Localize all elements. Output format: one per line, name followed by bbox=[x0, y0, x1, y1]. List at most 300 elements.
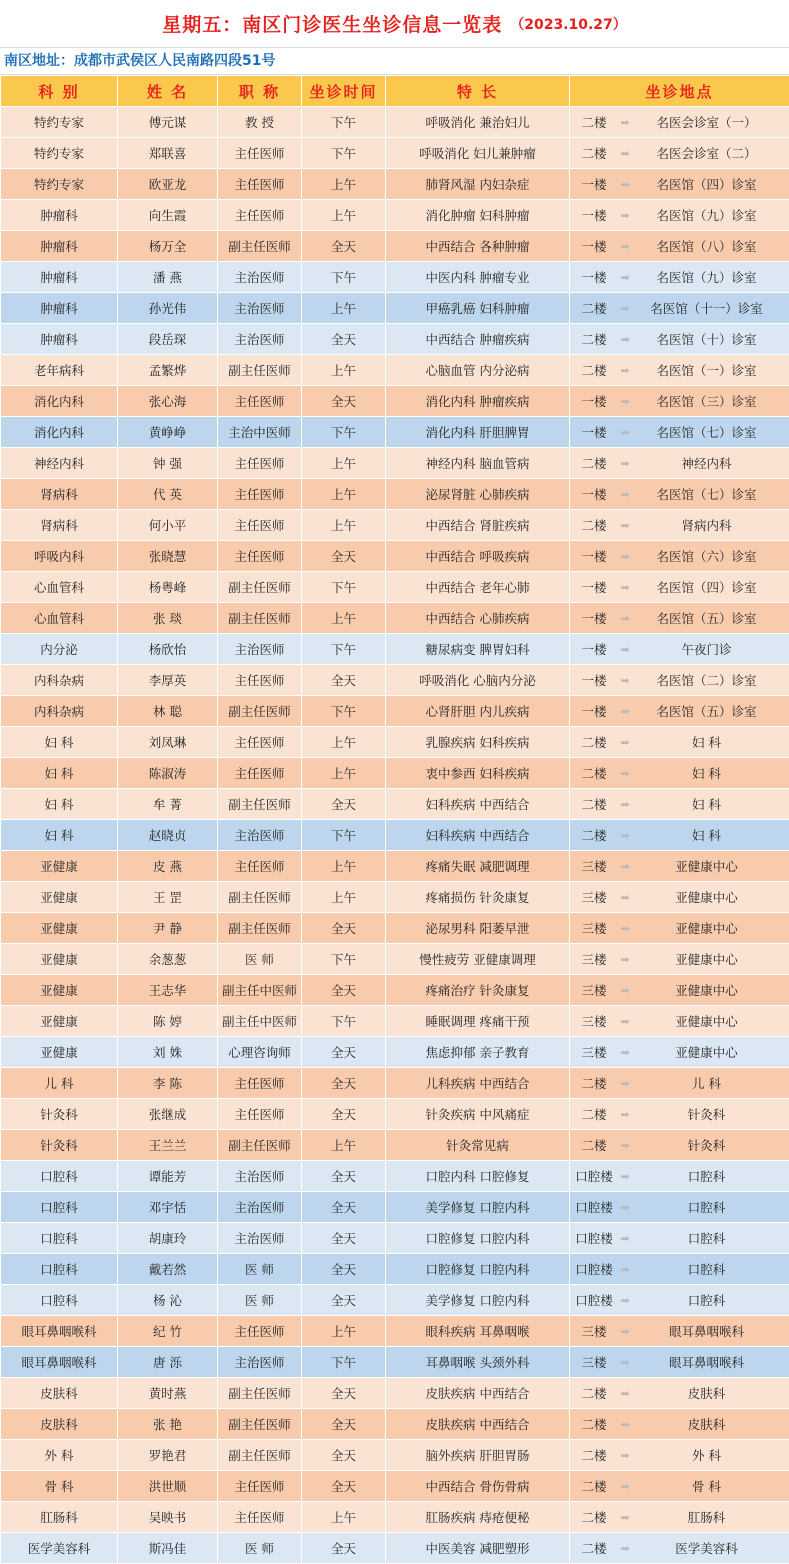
location-cell bbox=[570, 1254, 789, 1285]
room-label: 名医馆（一）诊室 bbox=[632, 361, 789, 379]
arrow-right-icon: ➡ bbox=[618, 1387, 632, 1400]
time-cell: 全天 bbox=[302, 231, 386, 262]
arrow-right-icon: ➡ bbox=[618, 1542, 632, 1555]
location-cell bbox=[570, 1006, 789, 1037]
specialty-cell: 皮肤疾病 中西结合 bbox=[386, 1378, 570, 1409]
time-cell: 下午 bbox=[302, 107, 386, 138]
name-cell: 林 聪 bbox=[118, 696, 218, 727]
title-cell: 副主任中医师 bbox=[218, 1006, 302, 1037]
time-cell: 上午 bbox=[302, 727, 386, 758]
dept-cell: 眼耳鼻咽喉科 bbox=[1, 1347, 118, 1378]
title-cell: 医 师 bbox=[218, 944, 302, 975]
floor-label: 一楼 bbox=[570, 578, 618, 596]
name-cell: 陈 婷 bbox=[118, 1006, 218, 1037]
title-cell: 主治医师 bbox=[218, 293, 302, 324]
arrow-right-icon: ➡ bbox=[618, 798, 632, 811]
dept-cell: 亚健康 bbox=[1, 1006, 118, 1037]
title-cell: 副主任医师 bbox=[218, 1409, 302, 1440]
name-cell: 王兰兰 bbox=[118, 1130, 218, 1161]
dept-cell: 眼耳鼻咽喉科 bbox=[1, 1316, 118, 1347]
location-cell bbox=[570, 1068, 789, 1099]
room-label: 名医馆（九）诊室 bbox=[632, 268, 789, 286]
time-cell: 全天 bbox=[302, 1533, 386, 1564]
room-label: 骨 科 bbox=[632, 1477, 789, 1495]
title-cell: 副主任医师 bbox=[218, 882, 302, 913]
table-row bbox=[1, 1285, 789, 1316]
title-cell: 主任医师 bbox=[218, 1316, 302, 1347]
name-cell: 杨欣怡 bbox=[118, 634, 218, 665]
table-row bbox=[1, 417, 789, 448]
floor-label: 三楼 bbox=[570, 1353, 618, 1371]
address-line: 南区地址：成都市武侯区人民南路四段51号 bbox=[0, 47, 789, 75]
room-label: 神经内科 bbox=[632, 454, 789, 472]
specialty-cell: 中西结合 骨伤骨病 bbox=[386, 1471, 570, 1502]
time-cell: 全天 bbox=[302, 789, 386, 820]
room-label: 外 科 bbox=[632, 1446, 789, 1464]
room-label: 午夜门诊 bbox=[632, 640, 789, 658]
floor-label: 一楼 bbox=[570, 423, 618, 441]
location-cell bbox=[570, 634, 789, 665]
table-row bbox=[1, 1347, 789, 1378]
location-cell bbox=[570, 324, 789, 355]
specialty-cell: 皮肤疾病 中西结合 bbox=[386, 1409, 570, 1440]
dept-cell: 骨 科 bbox=[1, 1471, 118, 1502]
room-label: 名医馆（六）诊室 bbox=[632, 547, 789, 565]
table-row bbox=[1, 1533, 789, 1564]
time-cell: 上午 bbox=[302, 479, 386, 510]
arrow-right-icon: ➡ bbox=[618, 1449, 632, 1462]
dept-cell: 针灸科 bbox=[1, 1099, 118, 1130]
name-cell: 刘 姝 bbox=[118, 1037, 218, 1068]
time-cell: 上午 bbox=[302, 851, 386, 882]
floor-label: 一楼 bbox=[570, 392, 618, 410]
dept-cell: 亚健康 bbox=[1, 1037, 118, 1068]
name-cell: 潘 燕 bbox=[118, 262, 218, 293]
name-cell: 王志华 bbox=[118, 975, 218, 1006]
specialty-cell: 糖尿病变 脾胃妇科 bbox=[386, 634, 570, 665]
time-cell: 全天 bbox=[302, 386, 386, 417]
specialty-cell: 肛肠疾病 痔疮便秘 bbox=[386, 1502, 570, 1533]
location-cell bbox=[570, 1192, 789, 1223]
title-cell: 主任医师 bbox=[218, 169, 302, 200]
title-cell: 主任医师 bbox=[218, 1471, 302, 1502]
title-cell: 主任医师 bbox=[218, 200, 302, 231]
arrow-right-icon: ➡ bbox=[618, 767, 632, 780]
time-cell: 上午 bbox=[302, 1502, 386, 1533]
table-row bbox=[1, 1409, 789, 1440]
room-label: 名医馆（四）诊室 bbox=[632, 578, 789, 596]
floor-label: 二楼 bbox=[570, 826, 618, 844]
specialty-cell: 妇科疾病 中西结合 bbox=[386, 789, 570, 820]
room-label: 针灸科 bbox=[632, 1136, 789, 1154]
specialty-cell: 焦虑抑郁 亲子教育 bbox=[386, 1037, 570, 1068]
dept-cell: 口腔科 bbox=[1, 1223, 118, 1254]
time-cell: 全天 bbox=[302, 324, 386, 355]
specialty-cell: 消化内科 肝胆脾胃 bbox=[386, 417, 570, 448]
arrow-right-icon: ➡ bbox=[618, 333, 632, 346]
floor-label: 二楼 bbox=[570, 144, 618, 162]
floor-label: 一楼 bbox=[570, 206, 618, 224]
arrow-right-icon: ➡ bbox=[618, 147, 632, 160]
floor-label: 二楼 bbox=[570, 1539, 618, 1557]
title-cell: 主任医师 bbox=[218, 1068, 302, 1099]
name-cell: 何小平 bbox=[118, 510, 218, 541]
dept-cell: 亚健康 bbox=[1, 975, 118, 1006]
arrow-right-icon: ➡ bbox=[618, 1015, 632, 1028]
title-cell: 主任医师 bbox=[218, 138, 302, 169]
location-cell bbox=[570, 355, 789, 386]
location-cell bbox=[570, 417, 789, 448]
location-cell bbox=[570, 1099, 789, 1130]
time-cell: 全天 bbox=[302, 1378, 386, 1409]
room-label: 医学美容科 bbox=[632, 1539, 789, 1557]
time-cell: 全天 bbox=[302, 1068, 386, 1099]
name-cell: 刘凤琳 bbox=[118, 727, 218, 758]
dept-cell: 亚健康 bbox=[1, 913, 118, 944]
title-cell: 主任医师 bbox=[218, 510, 302, 541]
location-cell bbox=[570, 386, 789, 417]
floor-label: 二楼 bbox=[570, 1074, 618, 1092]
arrow-right-icon: ➡ bbox=[618, 953, 632, 966]
floor-label: 二楼 bbox=[570, 330, 618, 348]
specialty-cell: 中西结合 肾脏疾病 bbox=[386, 510, 570, 541]
table-row bbox=[1, 572, 789, 603]
table-row bbox=[1, 789, 789, 820]
table-row bbox=[1, 231, 789, 262]
time-cell: 上午 bbox=[302, 448, 386, 479]
table-row bbox=[1, 479, 789, 510]
name-cell: 牟 菁 bbox=[118, 789, 218, 820]
title-cell: 主治医师 bbox=[218, 262, 302, 293]
specialty-cell: 呼吸消化 妇儿兼肿瘤 bbox=[386, 138, 570, 169]
location-cell bbox=[570, 820, 789, 851]
specialty-cell: 肺肾风湿 内妇杂症 bbox=[386, 169, 570, 200]
location-cell bbox=[570, 1471, 789, 1502]
title-date: （2023.10.27） bbox=[510, 14, 627, 34]
arrow-right-icon: ➡ bbox=[618, 922, 632, 935]
arrow-right-icon: ➡ bbox=[618, 829, 632, 842]
arrow-right-icon: ➡ bbox=[618, 395, 632, 408]
arrow-right-icon: ➡ bbox=[618, 1263, 632, 1276]
table-row bbox=[1, 634, 789, 665]
location-cell bbox=[570, 1316, 789, 1347]
location-cell bbox=[570, 479, 789, 510]
name-cell: 余葱葱 bbox=[118, 944, 218, 975]
title-cell: 副主任医师 bbox=[218, 913, 302, 944]
time-cell: 下午 bbox=[302, 820, 386, 851]
title-cell: 副主任医师 bbox=[218, 1378, 302, 1409]
specialty-cell: 泌尿肾脏 心肺疾病 bbox=[386, 479, 570, 510]
table-row bbox=[1, 665, 789, 696]
title-cell: 副主任医师 bbox=[218, 572, 302, 603]
time-cell: 全天 bbox=[302, 1471, 386, 1502]
arrow-right-icon: ➡ bbox=[618, 1418, 632, 1431]
floor-label: 三楼 bbox=[570, 981, 618, 999]
room-label: 名医馆（九）诊室 bbox=[632, 206, 789, 224]
title-cell: 主治医师 bbox=[218, 820, 302, 851]
arrow-right-icon: ➡ bbox=[618, 643, 632, 656]
table-row bbox=[1, 696, 789, 727]
title-cell: 主任医师 bbox=[218, 727, 302, 758]
table-row bbox=[1, 727, 789, 758]
location-cell bbox=[570, 1502, 789, 1533]
specialty-cell: 中西结合 老年心肺 bbox=[386, 572, 570, 603]
specialty-cell: 甲癌乳癌 妇科肿瘤 bbox=[386, 293, 570, 324]
arrow-right-icon: ➡ bbox=[618, 1077, 632, 1090]
room-label: 名医馆（四）诊室 bbox=[632, 175, 789, 193]
floor-label: 二楼 bbox=[570, 1105, 618, 1123]
room-label: 名医馆（七）诊室 bbox=[632, 423, 789, 441]
name-cell: 孟繁烨 bbox=[118, 355, 218, 386]
dept-cell: 妇 科 bbox=[1, 727, 118, 758]
title-cell: 主任医师 bbox=[218, 541, 302, 572]
dept-cell: 妇 科 bbox=[1, 758, 118, 789]
room-label: 名医馆（三）诊室 bbox=[632, 392, 789, 410]
dept-cell: 针灸科 bbox=[1, 1130, 118, 1161]
location-cell bbox=[570, 1409, 789, 1440]
time-cell: 下午 bbox=[302, 1006, 386, 1037]
floor-label: 一楼 bbox=[570, 547, 618, 565]
time-cell: 全天 bbox=[302, 1192, 386, 1223]
title-cell: 主治医师 bbox=[218, 634, 302, 665]
specialty-cell: 美学修复 口腔内科 bbox=[386, 1285, 570, 1316]
table-row bbox=[1, 1161, 789, 1192]
specialty-cell: 针灸常见病 bbox=[386, 1130, 570, 1161]
time-cell: 下午 bbox=[302, 138, 386, 169]
floor-label: 一楼 bbox=[570, 268, 618, 286]
table-row bbox=[1, 1316, 789, 1347]
table-row bbox=[1, 200, 789, 231]
specialty-cell: 乳腺疾病 妇科疾病 bbox=[386, 727, 570, 758]
title-cell: 医 师 bbox=[218, 1254, 302, 1285]
specialty-cell: 消化内科 肿瘤疾病 bbox=[386, 386, 570, 417]
room-label: 亚健康中心 bbox=[632, 919, 789, 937]
dept-cell: 特约专家 bbox=[1, 107, 118, 138]
room-label: 妇 科 bbox=[632, 795, 789, 813]
specialty-cell: 消化肿瘤 妇科肿瘤 bbox=[386, 200, 570, 231]
table-row bbox=[1, 820, 789, 851]
dept-cell: 外 科 bbox=[1, 1440, 118, 1471]
location-cell bbox=[570, 851, 789, 882]
time-cell: 下午 bbox=[302, 262, 386, 293]
dept-cell: 老年病科 bbox=[1, 355, 118, 386]
title-cell: 副主任医师 bbox=[218, 603, 302, 634]
schedule-table bbox=[0, 75, 789, 1564]
table-row bbox=[1, 1440, 789, 1471]
arrow-right-icon: ➡ bbox=[618, 705, 632, 718]
floor-label: 口腔楼 bbox=[570, 1167, 618, 1185]
name-cell: 吴映书 bbox=[118, 1502, 218, 1533]
table-row bbox=[1, 1037, 789, 1068]
floor-label: 口腔楼 bbox=[570, 1198, 618, 1216]
room-label: 口腔科 bbox=[632, 1167, 789, 1185]
name-cell: 张 艳 bbox=[118, 1409, 218, 1440]
room-label: 口腔科 bbox=[632, 1198, 789, 1216]
title-cell: 主治医师 bbox=[218, 324, 302, 355]
table-row bbox=[1, 944, 789, 975]
room-label: 名医馆（五）诊室 bbox=[632, 609, 789, 627]
table-row bbox=[1, 975, 789, 1006]
location-cell bbox=[570, 944, 789, 975]
room-label: 眼耳鼻咽喉科 bbox=[632, 1353, 789, 1371]
floor-label: 二楼 bbox=[570, 1415, 618, 1433]
location-cell bbox=[570, 169, 789, 200]
dept-cell: 肛肠科 bbox=[1, 1502, 118, 1533]
header-specialty: 特 长 bbox=[386, 76, 570, 107]
floor-label: 三楼 bbox=[570, 950, 618, 968]
specialty-cell: 泌尿男科 阳萎早泄 bbox=[386, 913, 570, 944]
location-cell bbox=[570, 1440, 789, 1471]
dept-cell: 心血管科 bbox=[1, 572, 118, 603]
specialty-cell: 儿科疾病 中西结合 bbox=[386, 1068, 570, 1099]
table-row bbox=[1, 1068, 789, 1099]
floor-label: 二楼 bbox=[570, 1384, 618, 1402]
room-label: 亚健康中心 bbox=[632, 950, 789, 968]
floor-label: 口腔楼 bbox=[570, 1229, 618, 1247]
floor-label: 二楼 bbox=[570, 1508, 618, 1526]
time-cell: 全天 bbox=[302, 975, 386, 1006]
dept-cell: 亚健康 bbox=[1, 882, 118, 913]
arrow-right-icon: ➡ bbox=[618, 116, 632, 129]
table-row bbox=[1, 448, 789, 479]
arrow-right-icon: ➡ bbox=[618, 457, 632, 470]
room-label: 妇 科 bbox=[632, 764, 789, 782]
name-cell: 皮 燕 bbox=[118, 851, 218, 882]
floor-label: 二楼 bbox=[570, 113, 618, 131]
time-cell: 上午 bbox=[302, 1316, 386, 1347]
room-label: 口腔科 bbox=[632, 1291, 789, 1309]
table-row bbox=[1, 541, 789, 572]
floor-label: 口腔楼 bbox=[570, 1260, 618, 1278]
dept-cell: 妇 科 bbox=[1, 789, 118, 820]
title-cell: 心理咨询师 bbox=[218, 1037, 302, 1068]
arrow-right-icon: ➡ bbox=[618, 1232, 632, 1245]
table-body bbox=[1, 107, 789, 1564]
location-cell bbox=[570, 665, 789, 696]
table-row bbox=[1, 1192, 789, 1223]
table-row bbox=[1, 1006, 789, 1037]
dept-cell: 亚健康 bbox=[1, 944, 118, 975]
room-label: 亚健康中心 bbox=[632, 888, 789, 906]
dept-cell: 特约专家 bbox=[1, 138, 118, 169]
time-cell: 全天 bbox=[302, 1409, 386, 1440]
specialty-cell: 心脑血管 内分泌病 bbox=[386, 355, 570, 386]
dept-cell: 口腔科 bbox=[1, 1192, 118, 1223]
header-time: 坐诊时间 bbox=[302, 76, 386, 107]
floor-label: 二楼 bbox=[570, 361, 618, 379]
name-cell: 孙光伟 bbox=[118, 293, 218, 324]
room-label: 名医馆（七）诊室 bbox=[632, 485, 789, 503]
table-row bbox=[1, 1471, 789, 1502]
time-cell: 全天 bbox=[302, 1223, 386, 1254]
room-label: 名医馆（十）诊室 bbox=[632, 330, 789, 348]
floor-label: 一楼 bbox=[570, 175, 618, 193]
room-label: 名医馆（十一）诊室 bbox=[632, 299, 789, 317]
location-cell bbox=[570, 1347, 789, 1378]
location-cell bbox=[570, 262, 789, 293]
room-label: 亚健康中心 bbox=[632, 981, 789, 999]
title-cell: 主任医师 bbox=[218, 665, 302, 696]
dept-cell: 内分泌 bbox=[1, 634, 118, 665]
specialty-cell: 口腔内科 口腔修复 bbox=[386, 1161, 570, 1192]
location-cell bbox=[570, 758, 789, 789]
time-cell: 全天 bbox=[302, 1161, 386, 1192]
table-row bbox=[1, 355, 789, 386]
room-label: 皮肤科 bbox=[632, 1384, 789, 1402]
floor-label: 三楼 bbox=[570, 919, 618, 937]
room-label: 亚健康中心 bbox=[632, 857, 789, 875]
name-cell: 纪 竹 bbox=[118, 1316, 218, 1347]
specialty-cell: 疼痛失眠 减肥调理 bbox=[386, 851, 570, 882]
arrow-right-icon: ➡ bbox=[618, 1480, 632, 1493]
floor-label: 一楼 bbox=[570, 237, 618, 255]
room-label: 妇 科 bbox=[632, 733, 789, 751]
header-row bbox=[1, 76, 789, 107]
time-cell: 上午 bbox=[302, 603, 386, 634]
specialty-cell: 中西结合 各种肿瘤 bbox=[386, 231, 570, 262]
location-cell bbox=[570, 448, 789, 479]
time-cell: 上午 bbox=[302, 510, 386, 541]
specialty-cell: 呼吸消化 兼治妇儿 bbox=[386, 107, 570, 138]
arrow-right-icon: ➡ bbox=[618, 1201, 632, 1214]
floor-label: 三楼 bbox=[570, 1012, 618, 1030]
name-cell: 王 罡 bbox=[118, 882, 218, 913]
table-row bbox=[1, 324, 789, 355]
sheet-title bbox=[0, 0, 789, 48]
location-cell bbox=[570, 1378, 789, 1409]
name-cell: 赵晓贞 bbox=[118, 820, 218, 851]
header-name: 姓 名 bbox=[118, 76, 218, 107]
time-cell: 下午 bbox=[302, 944, 386, 975]
floor-label: 二楼 bbox=[570, 795, 618, 813]
arrow-right-icon: ➡ bbox=[618, 1511, 632, 1524]
floor-label: 一楼 bbox=[570, 702, 618, 720]
name-cell: 黄时燕 bbox=[118, 1378, 218, 1409]
time-cell: 全天 bbox=[302, 1440, 386, 1471]
name-cell: 谭能芳 bbox=[118, 1161, 218, 1192]
table-row bbox=[1, 851, 789, 882]
title-cell: 医 师 bbox=[218, 1285, 302, 1316]
location-cell bbox=[570, 727, 789, 758]
location-cell bbox=[570, 913, 789, 944]
table-row bbox=[1, 262, 789, 293]
name-cell: 张继成 bbox=[118, 1099, 218, 1130]
arrow-right-icon: ➡ bbox=[618, 1170, 632, 1183]
title-cell: 主任医师 bbox=[218, 479, 302, 510]
room-label: 针灸科 bbox=[632, 1105, 789, 1123]
specialty-cell: 神经内科 脑血管病 bbox=[386, 448, 570, 479]
title-cell: 主任医师 bbox=[218, 1502, 302, 1533]
arrow-right-icon: ➡ bbox=[618, 612, 632, 625]
name-cell: 杨粤峰 bbox=[118, 572, 218, 603]
title-cell: 副主任医师 bbox=[218, 231, 302, 262]
floor-label: 二楼 bbox=[570, 1446, 618, 1464]
arrow-right-icon: ➡ bbox=[618, 426, 632, 439]
dept-cell: 内科杂病 bbox=[1, 665, 118, 696]
specialty-cell: 妇科疾病 中西结合 bbox=[386, 820, 570, 851]
arrow-right-icon: ➡ bbox=[618, 1046, 632, 1059]
table-row bbox=[1, 293, 789, 324]
name-cell: 唐 泺 bbox=[118, 1347, 218, 1378]
floor-label: 二楼 bbox=[570, 299, 618, 317]
time-cell: 上午 bbox=[302, 1130, 386, 1161]
dept-cell: 皮肤科 bbox=[1, 1378, 118, 1409]
name-cell: 张晓慧 bbox=[118, 541, 218, 572]
dept-cell: 肿瘤科 bbox=[1, 200, 118, 231]
time-cell: 全天 bbox=[302, 1099, 386, 1130]
name-cell: 李 陈 bbox=[118, 1068, 218, 1099]
room-label: 妇 科 bbox=[632, 826, 789, 844]
